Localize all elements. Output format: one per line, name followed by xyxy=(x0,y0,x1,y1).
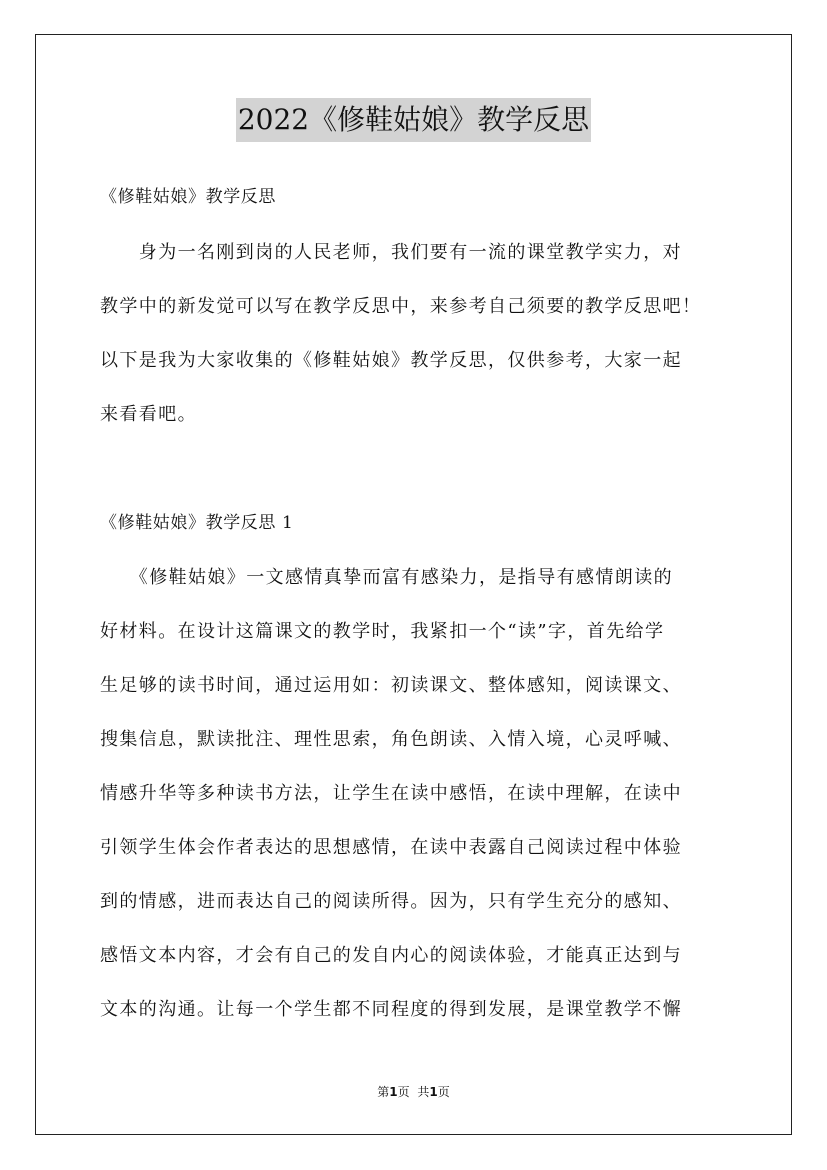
section-line: 引领学生体会作者表达的思想感情，在读中表露自己阅读过程中体验 xyxy=(100,837,682,858)
intro-line: 身为一名刚到岗的人民老师，我们要有一流的课堂教学实力，对 xyxy=(100,242,682,263)
title-container xyxy=(0,98,827,142)
intro-line: 教学中的新发觉可以写在教学反思中，来参考自己须要的教学反思吧！ xyxy=(100,296,702,317)
document-title: 2022《修鞋姑娘》教学反思 xyxy=(236,98,591,142)
section-line: 《修鞋姑娘》一文感情真挚而富有感染力，是指导有感情朗读的 xyxy=(100,567,673,588)
footer-page-suffix: 页 xyxy=(397,1085,410,1099)
section-line: 感悟文本内容，才会有自己的发自内心的阅读体验，才能真正达到与 xyxy=(100,945,682,966)
section-line: 到的情感，进而表达自己的阅读所得。因为，只有学生充分的感知、 xyxy=(100,891,682,912)
subtitle: 《修鞋姑娘》教学反思 xyxy=(100,187,276,207)
section-line: 好材料。在设计这篇课文的教学时，我紧扣一个“读”字，首先给学 xyxy=(100,621,665,642)
section-line: 搜集信息，默读批注、理性思索，角色朗读、入情入境，心灵呼喊、 xyxy=(100,729,682,750)
section-line: 生足够的读书时间，通过运用如：初读课文、整体感知，阅读课文、 xyxy=(100,675,682,696)
section-line: 文本的沟通。让每一个学生都不同程度的得到发展，是课堂教学不懈 xyxy=(100,999,682,1020)
footer-page-number: 1 xyxy=(389,1085,398,1099)
footer-total-prefix: 共 xyxy=(417,1085,430,1099)
section-heading: 《修鞋姑娘》教学反思 1 xyxy=(100,513,294,533)
footer-total-number: 1 xyxy=(429,1085,438,1099)
footer-total-suffix: 页 xyxy=(437,1085,450,1099)
intro-line: 来看看吧。 xyxy=(100,404,197,425)
section-line: 情感升华等多种读书方法，让学生在读中感悟，在读中理解，在读中 xyxy=(100,783,682,804)
intro-line: 以下是我为大家收集的《修鞋姑娘》教学反思，仅供参考，大家一起 xyxy=(100,350,682,371)
page-footer xyxy=(0,1083,827,1100)
footer-page-prefix: 第 xyxy=(377,1085,390,1099)
